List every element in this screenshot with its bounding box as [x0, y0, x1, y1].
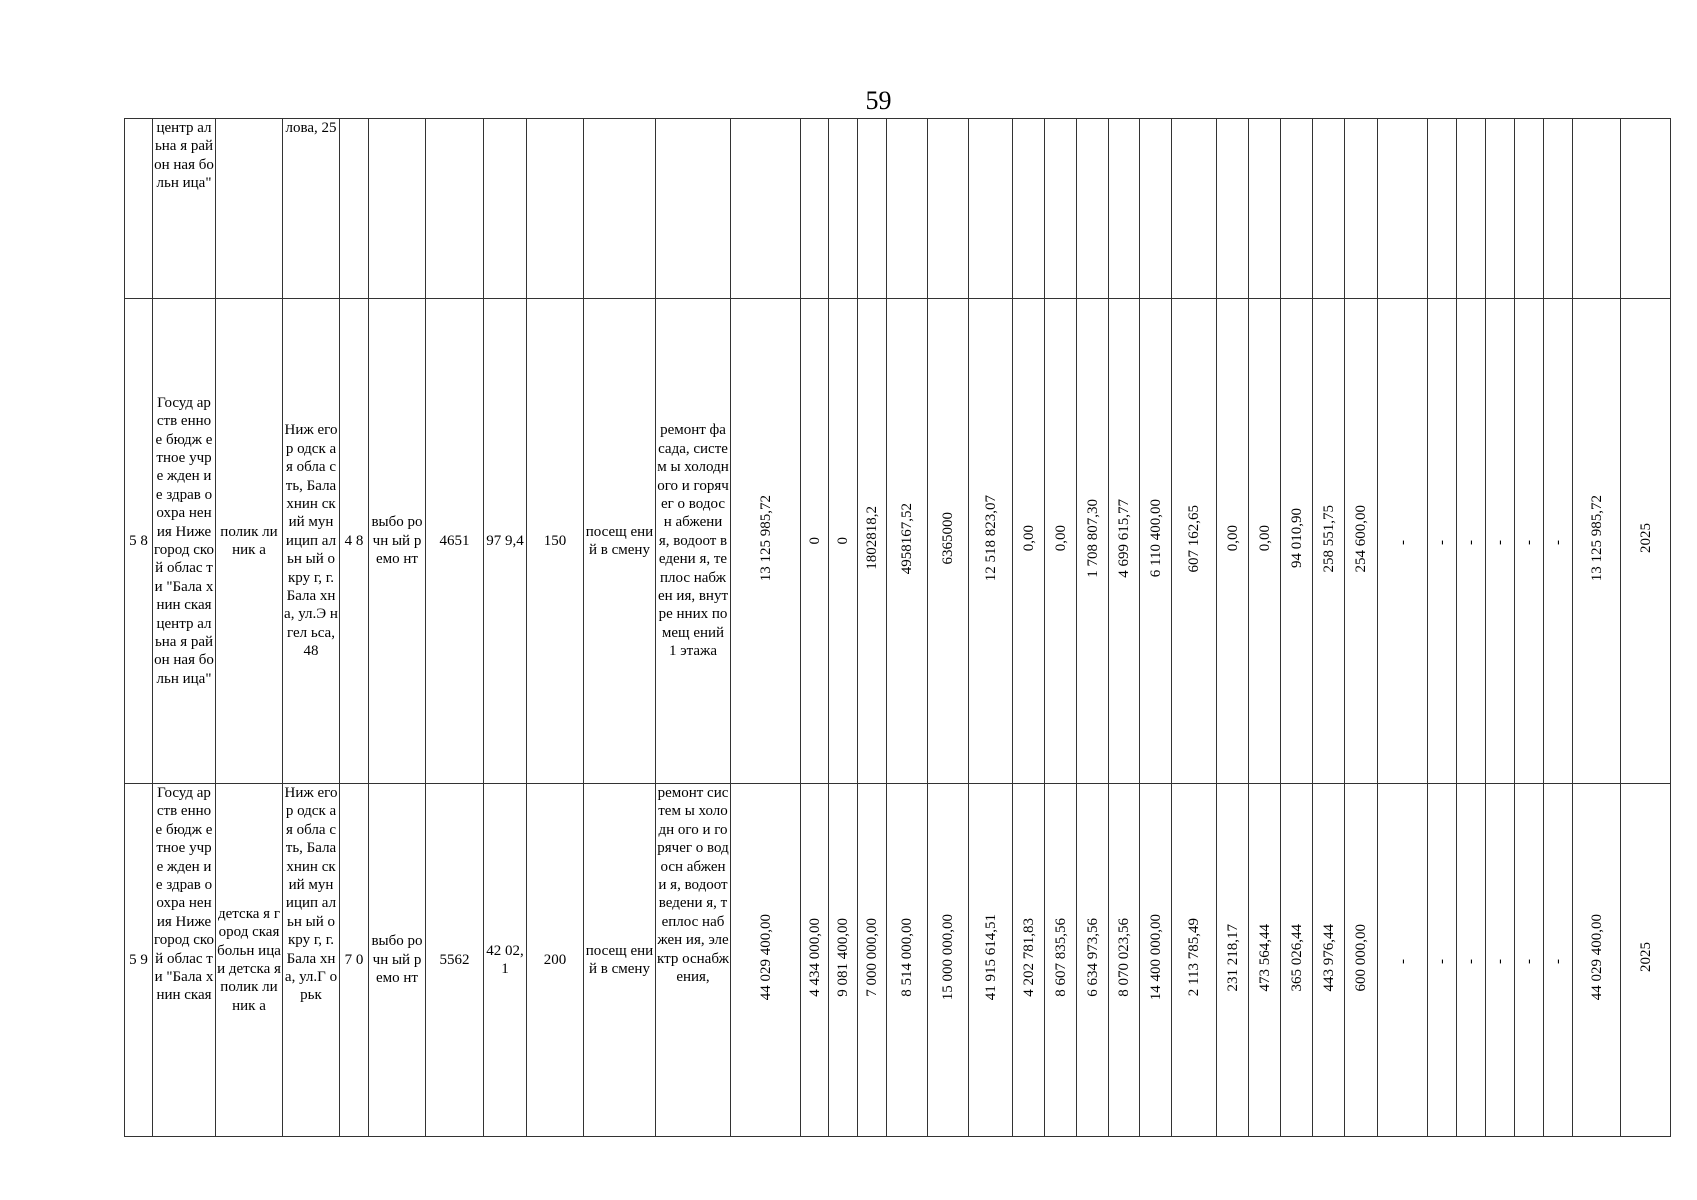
value-text: 0,00 — [1052, 525, 1069, 552]
cell-value — [1428, 119, 1457, 299]
cell-value — [887, 299, 928, 784]
value-text: 15 000 000,00 — [940, 914, 956, 1001]
cell-year — [340, 119, 369, 299]
cell-value — [1140, 784, 1172, 1137]
value-text: - — [1463, 539, 1479, 545]
cell-value — [1486, 119, 1515, 299]
cell-work-type: выбо рочн ый ремо нт — [369, 784, 426, 1137]
cell-works: ремонт фасада, систем ы холодн ого и горячег о водосн абжени я, водоот ведени я, теплос набжен ия, внутре нних помещ ений 1 этажа — [656, 299, 731, 784]
value-text: - — [1550, 958, 1566, 964]
cell-value — [1486, 784, 1515, 1137]
value-text: 365 026,44 — [1288, 923, 1305, 992]
cell-value — [1013, 119, 1045, 299]
cell-work-type: выбо рочн ый ремо нт — [369, 299, 426, 784]
cell-value — [1313, 119, 1345, 299]
value-text: 231 218,17 — [1224, 923, 1241, 992]
cell-value — [1621, 119, 1671, 299]
cell-work-type — [369, 119, 426, 299]
value-text: 607 162,65 — [1186, 504, 1202, 573]
value-text: 44 029 400,00 — [757, 914, 774, 1001]
cell-capacity-unit — [584, 119, 656, 299]
completion-year-text: 2025 — [1637, 523, 1654, 554]
value-text: - — [1394, 958, 1411, 964]
cell-object: полик линик а — [216, 299, 283, 784]
cell-capacity: 200 — [527, 784, 584, 1137]
table-row-continuation — [125, 119, 1671, 299]
cell-value — [1515, 784, 1544, 1137]
cell-value — [969, 784, 1013, 1137]
cell-value — [1281, 784, 1313, 1137]
cell-capacity: 150 — [527, 299, 584, 784]
cell-completion-year — [1621, 299, 1671, 784]
value-text: - — [1550, 539, 1566, 545]
cell-address: Ниж егор одск ая обла сть, Бала хнин ский мун ицип альн ый окру г, г. Бала хна, ул.Г орьк — [283, 784, 340, 1137]
table-row-59 — [125, 784, 1671, 1137]
value-text: 12 518 823,07 — [982, 495, 999, 582]
cell-value — [1077, 299, 1109, 784]
cell-object — [216, 119, 283, 299]
value-text: 0 — [806, 537, 823, 545]
value-text: 0,00 — [1224, 525, 1241, 552]
value-text: 0,00 — [1256, 525, 1273, 552]
cell-value — [1077, 119, 1109, 299]
cell-value — [1109, 119, 1140, 299]
value-text: - — [1521, 958, 1537, 964]
value-text: 6 634 973,56 — [1084, 917, 1101, 997]
cell-capacity — [527, 119, 584, 299]
cell-num: 5 9 — [125, 784, 153, 1137]
value-text: 443 976,44 — [1320, 923, 1337, 992]
cell-area — [426, 119, 484, 299]
cell-value — [829, 119, 858, 299]
cell-value — [1249, 784, 1281, 1137]
cell-value — [928, 299, 969, 784]
total-text: 13 125 985,72 — [1588, 495, 1605, 582]
cell-year: 7 0 — [340, 784, 369, 1137]
cell-capacity-unit: посещ ений в смену — [584, 299, 656, 784]
cell-value — [858, 784, 887, 1137]
value-text: 1 708 807,30 — [1084, 498, 1101, 578]
value-text: 14 400 000,00 — [1147, 914, 1164, 1001]
value-text: - — [1492, 958, 1508, 964]
capital-repair-table — [124, 118, 1671, 1137]
value-text: 254 600,00 — [1353, 504, 1369, 573]
cell-value — [1140, 119, 1172, 299]
cell-value — [1428, 784, 1457, 1137]
value-text: 6 110 400,00 — [1147, 499, 1164, 578]
cell-works — [656, 119, 731, 299]
value-text: - — [1463, 958, 1479, 964]
cell-area2 — [484, 119, 527, 299]
cell-value — [1172, 119, 1217, 299]
cell-value — [731, 299, 801, 784]
total-text: 44 029 400,00 — [1588, 914, 1605, 1001]
cell-total — [1573, 784, 1621, 1137]
value-text: 600 000,00 — [1353, 923, 1369, 992]
cell-value — [1378, 119, 1428, 299]
cell-value — [1109, 784, 1140, 1137]
cell-value — [1515, 299, 1544, 784]
cell-value — [1281, 299, 1313, 784]
cell-value — [1013, 784, 1045, 1137]
value-text: - — [1394, 539, 1411, 545]
cell-value — [1313, 784, 1345, 1137]
cell-value — [1544, 784, 1573, 1137]
table-row-58 — [125, 299, 1671, 784]
cell-value — [731, 119, 801, 299]
cell-value — [1013, 299, 1045, 784]
cell-value — [887, 119, 928, 299]
value-text: 473 564,44 — [1256, 923, 1273, 992]
value-text: - — [1434, 539, 1450, 545]
cell-value — [969, 299, 1013, 784]
cell-address: Ниж егор одск ая обла сть, Бала хнин ский мун ицип альн ый окру г, г. Бала хна, ул.Э нгел ьса, 48 — [283, 299, 340, 784]
value-text: - — [1492, 539, 1508, 545]
value-text: 6365000 — [940, 512, 956, 565]
cell-address: лова, 25 — [283, 119, 340, 299]
cell-value — [1457, 784, 1486, 1137]
value-text: 0 — [835, 537, 851, 545]
cell-year: 4 8 — [340, 299, 369, 784]
value-text: 8 514 000,00 — [899, 917, 915, 997]
value-text: 8 070 023,56 — [1116, 917, 1132, 997]
cell-value — [801, 784, 829, 1137]
cell-value — [1378, 784, 1428, 1137]
cell-value — [928, 784, 969, 1137]
page-number: 59 — [865, 86, 892, 115]
cell-value — [801, 119, 829, 299]
cell-value — [1045, 299, 1077, 784]
value-text: - — [1434, 958, 1450, 964]
cell-institution-name: Госуд арств енное бюдж етное учре жден ие здрав оохра нения Ниже город ской облас ти "Бала хнин ская — [153, 784, 216, 1137]
cell-works: ремонт систем ы холодн ого и горячег о водосн абжени я, водоот ведени я, теплос набжен ия, электр оснабж ения, — [656, 784, 731, 1137]
cell-value — [829, 299, 858, 784]
cell-value — [928, 119, 969, 299]
value-text: - — [1521, 539, 1537, 545]
cell-value — [1109, 299, 1140, 784]
cell-value — [1217, 299, 1249, 784]
cell-value — [1544, 299, 1573, 784]
value-text: 41 915 614,51 — [982, 914, 999, 1001]
cell-value — [1313, 299, 1345, 784]
cell-completion-year — [1621, 784, 1671, 1137]
value-text: 8 607 835,56 — [1052, 917, 1069, 997]
cell-value — [801, 299, 829, 784]
completion-year-text: 2025 — [1637, 942, 1654, 973]
cell-institution-name: Госуд арств енное бюдж етное учре жден ие здрав оохра нения Ниже город ской облас ти "Бала хнин ская центр альна я район ная больн ица" — [153, 299, 216, 784]
cell-value — [1573, 119, 1621, 299]
cell-value — [829, 784, 858, 1137]
value-text: 4958167,52 — [899, 502, 915, 574]
cell-value — [1140, 299, 1172, 784]
cell-value — [731, 784, 801, 1137]
cell-value — [1045, 784, 1077, 1137]
cell-capacity-unit: посещ ений в смену — [584, 784, 656, 1137]
cell-value — [1172, 299, 1217, 784]
value-text: 94 010,90 — [1288, 508, 1305, 569]
value-text: 7 000 000,00 — [864, 917, 880, 997]
cell-value — [1217, 119, 1249, 299]
cell-total — [1573, 299, 1621, 784]
cell-value — [1515, 119, 1544, 299]
cell-value — [858, 119, 887, 299]
value-text: 9 081 400,00 — [835, 917, 851, 997]
cell-value — [1544, 119, 1573, 299]
cell-area: 4651 — [426, 299, 484, 784]
cell-value — [1172, 784, 1217, 1137]
cell-num: 5 8 — [125, 299, 153, 784]
value-text: 4 202 781,83 — [1020, 917, 1037, 997]
cell-value — [1345, 784, 1378, 1137]
cell-value — [887, 784, 928, 1137]
cell-value — [1378, 299, 1428, 784]
cell-value — [969, 119, 1013, 299]
cell-value — [1249, 299, 1281, 784]
value-text: 2 113 785,49 — [1186, 918, 1202, 997]
cell-object: детска я город ская больн ица и детска я полик линик а — [216, 784, 283, 1137]
cell-value — [1281, 119, 1313, 299]
cell-value — [1345, 119, 1378, 299]
value-text: 4 434 000,00 — [806, 917, 823, 997]
cell-area2: 97 9,4 — [484, 299, 527, 784]
cell-value — [858, 299, 887, 784]
cell-value — [1077, 784, 1109, 1137]
cell-value — [1486, 299, 1515, 784]
cell-value — [1457, 119, 1486, 299]
cell-value — [1045, 119, 1077, 299]
cell-value — [1345, 299, 1378, 784]
cell-num — [125, 119, 153, 299]
cell-institution-name: центр альна я район ная больн ица" — [153, 119, 216, 299]
cell-area2: 42 02, 1 — [484, 784, 527, 1137]
value-text: 13 125 985,72 — [757, 495, 774, 582]
value-text: 258 551,75 — [1320, 504, 1337, 573]
value-text: 1802818,2 — [864, 506, 880, 571]
cell-area: 5562 — [426, 784, 484, 1137]
cell-value — [1217, 784, 1249, 1137]
value-text: 4 699 615,77 — [1116, 498, 1132, 578]
cell-value — [1428, 299, 1457, 784]
cell-value — [1457, 299, 1486, 784]
cell-value — [1249, 119, 1281, 299]
value-text: 0,00 — [1020, 525, 1037, 552]
